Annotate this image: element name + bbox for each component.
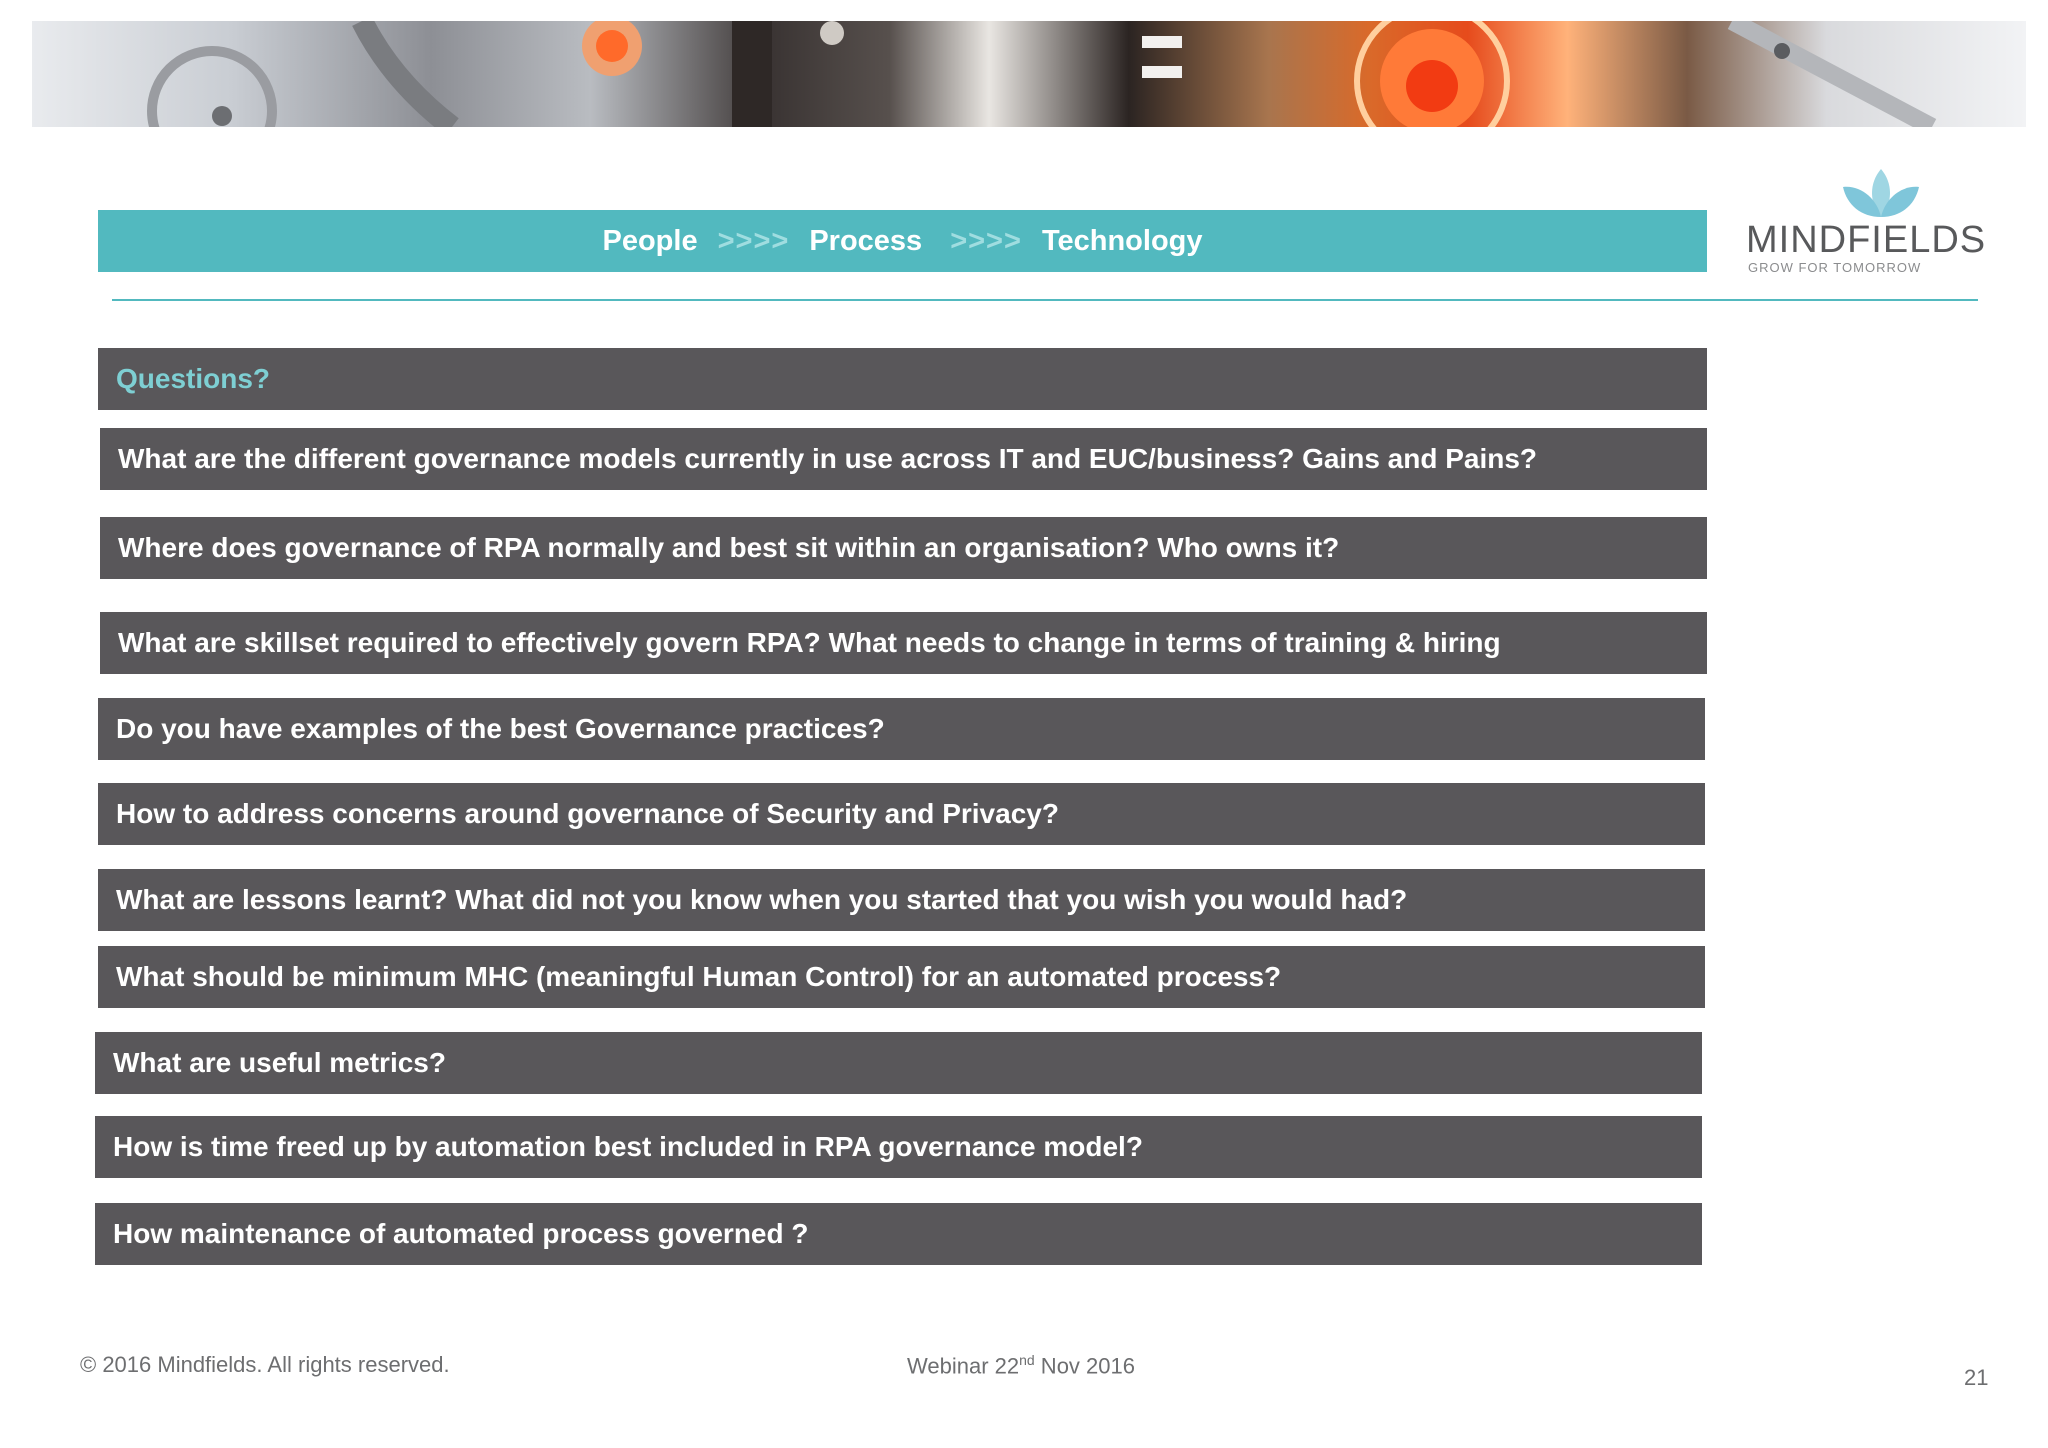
header-word-process: Process [809, 224, 923, 257]
copyright-text: © 2016 Mindfields. All rights reserved. [80, 1352, 450, 1377]
webinar-suffix: Nov 2016 [1034, 1353, 1135, 1379]
question-item: How to address concerns around governance of Security and Privacy? [98, 783, 1705, 845]
header-arrow: >>>> [950, 224, 1022, 257]
question-item: Where does governance of RPA normally and best sit within an organisation? Who owns it? [100, 517, 1707, 579]
header-arrow: >>>> [717, 224, 790, 257]
webinar-date [907, 1352, 1135, 1379]
lotus-icon [1841, 165, 1921, 220]
logo-name: MINDFIELDS [1746, 219, 1987, 261]
logo-tagline: GROW FOR TOMORROW [1748, 260, 1922, 275]
question-item: What are lessons learnt? What did not you know when you started that you wish you would had? [98, 869, 1705, 931]
question-item: What are the different governance models currently in use across IT and EUC/business? Gains and Pains? [100, 428, 1707, 490]
people-process-technology-bar [98, 210, 1707, 272]
header-word-technology: Technology [1041, 224, 1203, 257]
page-number: 21 [1964, 1365, 1989, 1390]
webinar-ordinal: nd [1019, 1352, 1035, 1368]
question-item: How maintenance of automated process governed ? [95, 1203, 1702, 1265]
header-word-people: People [602, 224, 698, 257]
question-item: Do you have examples of the best Governance practices? [98, 698, 1705, 760]
header-divider [112, 299, 1978, 301]
question-item: What should be minimum MHC (meaningful Human Control) for an automated process? [98, 946, 1705, 1008]
mindfields-logo [1746, 165, 1986, 275]
webinar-prefix: Webinar 22 [907, 1353, 1020, 1379]
questions-heading: Questions? [98, 348, 1707, 410]
banner-graphic [32, 21, 2026, 127]
question-item: What are skillset required to effectively govern RPA? What needs to change in terms of training & hiring [100, 612, 1707, 674]
banner-image [32, 21, 2026, 127]
question-item: How is time freed up by automation best included in RPA governance model? [95, 1116, 1702, 1178]
question-item: What are useful metrics? [95, 1032, 1702, 1094]
